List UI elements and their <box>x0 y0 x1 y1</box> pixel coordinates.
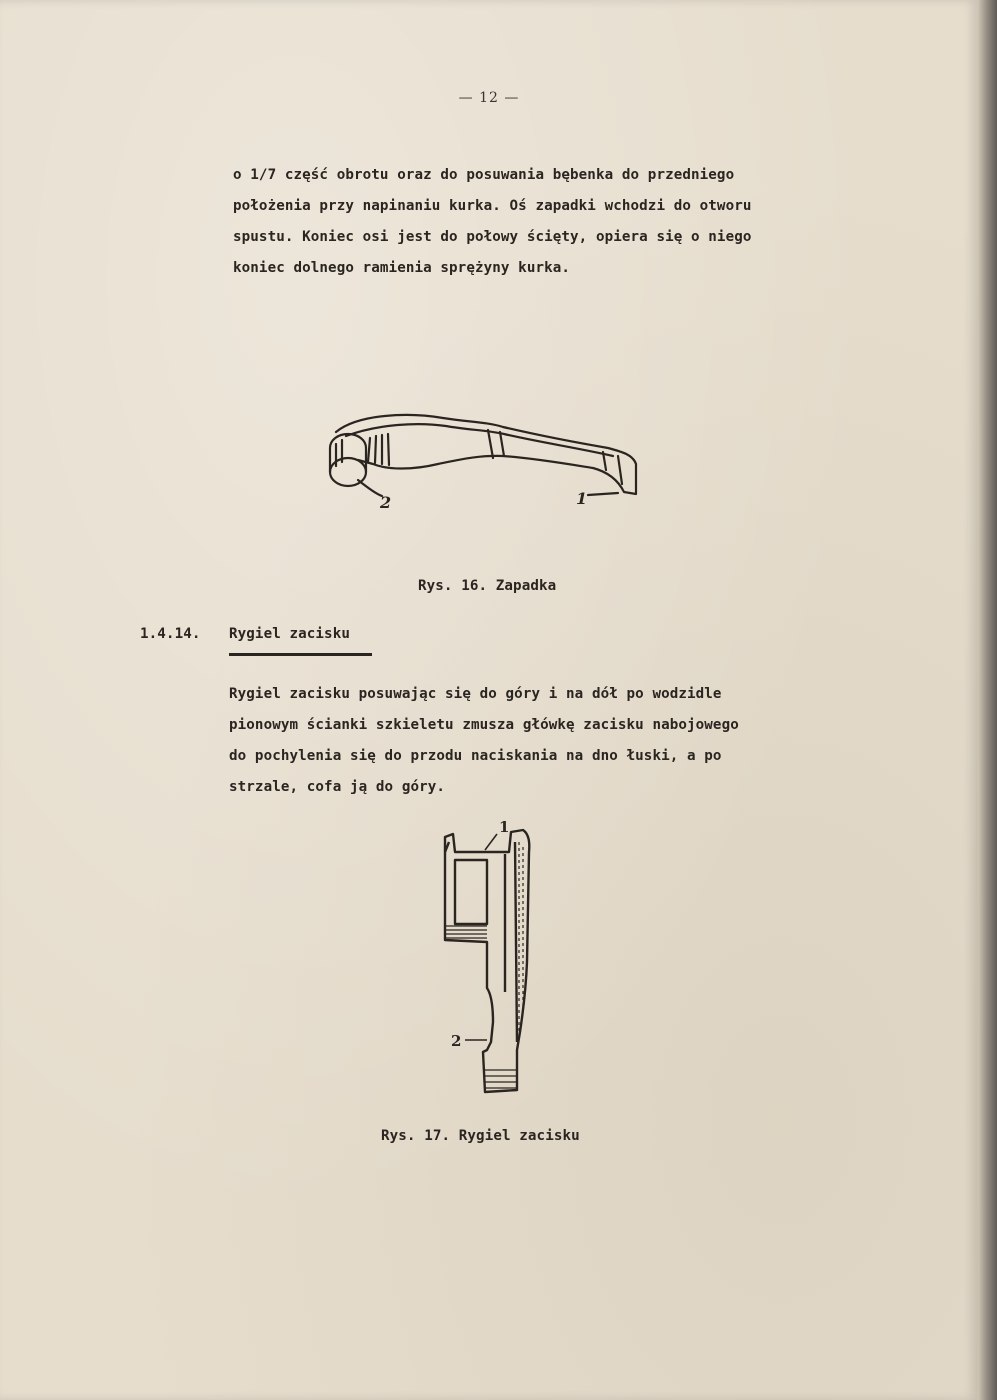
text-line: koniec dolnego ramienia sprężyny kurka. <box>233 260 571 276</box>
text-line: o 1/7 część obrotu oraz do posuwania bębenka do przedniego <box>233 167 735 183</box>
page-edge-shadow <box>978 0 997 1400</box>
section-title: Rygiel zacisku <box>229 626 350 642</box>
figure-17-caption: Rys. 17. Rygiel zacisku <box>381 1128 580 1144</box>
figure-17-rygiel-zacisku-drawing <box>425 812 545 1102</box>
figure-16-zapadka-drawing <box>318 400 648 520</box>
figure17-label-2: 2 <box>451 1032 462 1050</box>
figure17-label-1: 1 <box>499 818 510 836</box>
figure16-label-2: 2 <box>380 493 392 512</box>
text-line: strzale, cofa ją do góry. <box>229 779 446 795</box>
text-line: położenia przy napinaniu kurka. Oś zapadki wchodzi do otworu <box>233 198 752 214</box>
figure16-label-1: 1 <box>576 489 588 508</box>
section-number: 1.4.14. <box>140 626 201 642</box>
text-line: pionowym ścianki szkieletu zmusza główkę zacisku nabojowego <box>229 717 739 733</box>
text-line: Rygiel zacisku posuwając się do góry i na dół po wodzidle <box>229 686 722 702</box>
text-line: spustu. Koniec osi jest do połowy ścięty, opiera się o niego <box>233 229 752 245</box>
section-title-underline <box>229 653 372 656</box>
figure-16-caption: Rys. 16. Zapadka <box>418 578 557 594</box>
text-line: do pochylenia się do przodu naciskania na dno łuski, a po <box>229 748 722 764</box>
paragraph-zapadka-description <box>233 160 752 284</box>
page-number: — 12 — <box>458 90 520 106</box>
paragraph-rygiel-description <box>229 679 739 803</box>
